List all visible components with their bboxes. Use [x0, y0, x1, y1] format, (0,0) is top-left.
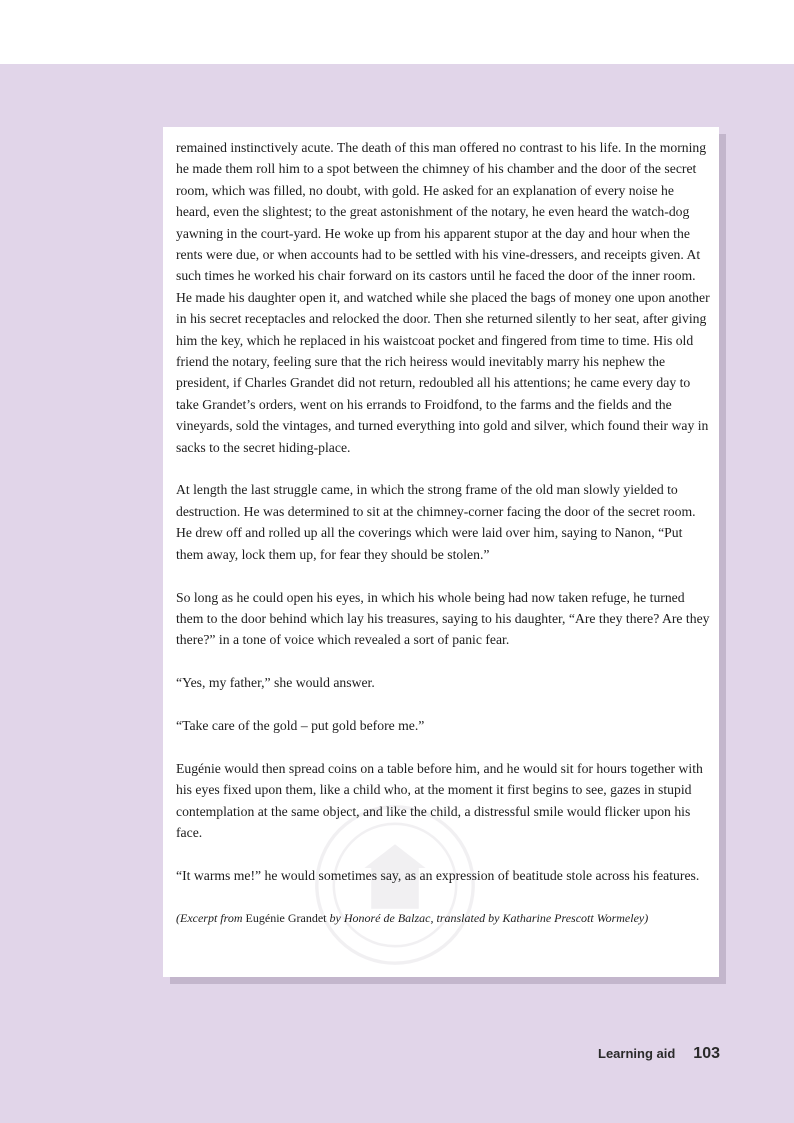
- paragraph: remained instinctively acute. The death of this man offered no contrast to his life. In the morning he made them roll him to a spot between the chimney of his chamber and the door of the secret room, which was filled, no doubt, with gold. He asked for an explanation of every noise he heard, even the slightest; to the great astonishment of the notary, he even heard the watch-dog yawning in the court-yard. He woke up from his apparent stupor at the day and hour when the rents were due, or when accounts had to be settled with his vine-dressers, and receipts given. At such times he worked his chair forward on its castors until he faced the door of the inner room. He made his daughter open it, and watched while she placed the bags of money one upon another in his secret receptacles and relocked the door. Then she returned silently to her seat, after giving him the key, which he replaced in his waistcoat pocket and fingered from time to time. His old friend the notary, feeling sure that the rich heiress would inevitably marry his nephew the president, if Charles Grandet did not return, redoubled all his attentions; he came every day to take Grandet’s orders, went on his errands to Froidfond, to the farms and the fields and the vineyards, sold the vintages, and turned everything into gold and silver, which found their way in sacks to the secret hiding-place.: [176, 140, 710, 455]
- caption-book-title: Eugénie Grandet: [245, 910, 327, 925]
- paragraph: “It warms me!” he would sometimes say, as an expression of beatitude stole across his features.: [176, 867, 700, 883]
- page-footer: [598, 1045, 720, 1063]
- paragraph: “Yes, my father,” she would answer.: [176, 675, 375, 691]
- paragraph: At length the last struggle came, in which the strong frame of the old man slowly yielded to destruction. He was determined to sit at the chimney-corner facing the door of the secret room. He drew off and rolled up all the coverings which were laid over him, saying to Nanon, “Put them away, lock them up, for fear they should be stolen.”: [176, 482, 696, 562]
- page-number: 103: [693, 1045, 720, 1062]
- caption-suffix: by Honoré de Balzac, translated by Katharine Prescott Wormeley): [326, 910, 649, 925]
- paragraph: Eugénie would then spread coins on a table before him, and he would sit for hours together with his eyes fixed upon them, like a child who, at the moment it first begins to see, gazes in stupid contemplation at the same object, and like the child, a distressful smile would flicker upon his face.: [176, 760, 703, 840]
- excerpt-body: [176, 137, 710, 950]
- footer-label: Learning aid: [598, 1046, 676, 1061]
- paragraph: So long as he could open his eyes, in which his whole being had now taken refuge, he turned them to the door behind which lay his treasures, saying to his daughter, “Are they there? Are they there?” in a tone of voice which revealed a sort of panic fear.: [176, 589, 710, 648]
- caption-prefix: (Excerpt from: [176, 910, 246, 925]
- source-caption: [176, 908, 710, 929]
- paragraph: “Take care of the gold – put gold before me.”: [176, 717, 425, 733]
